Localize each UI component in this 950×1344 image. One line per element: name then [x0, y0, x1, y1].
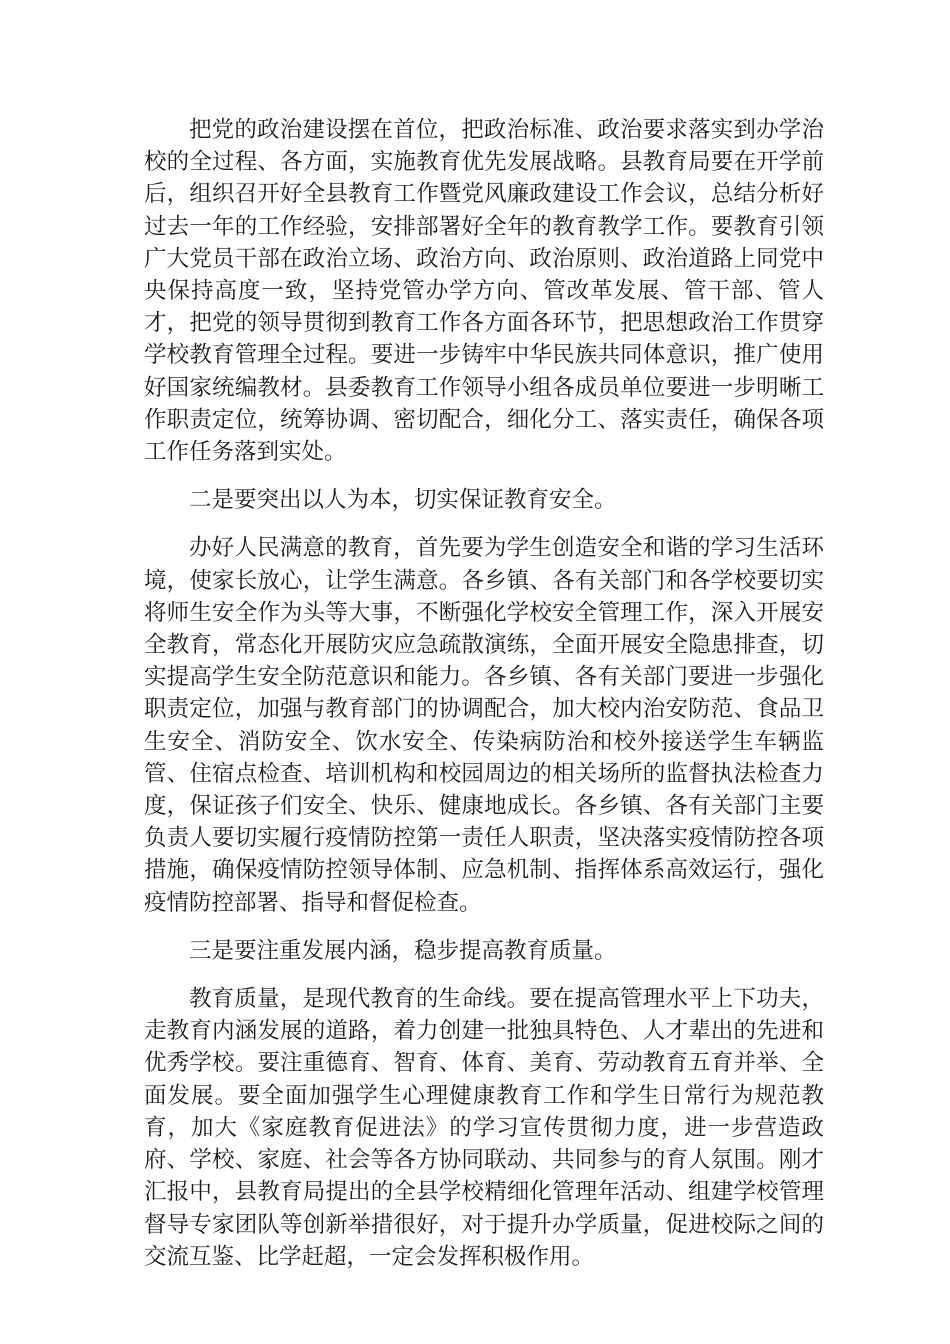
paragraph-education-quality: 教育质量，是现代教育的生命线。要在提高管理水平上下功夫，走教育内涵发展的道路，着力创建一批独具特色、人才辈出的先进和优秀学校。要注重德育、智育、体育、美育、劳动教育五育并举、全面发展。要全面加强学生心理健康教育工作和学生日常行为规范教育，加大《家庭教育促进法》的学习宣传贯彻力度，进一步营造政府、学校、家庭、社会等各方协同联动、共同参与的育人氛围。刚才汇报中，县教育局提出的全县学校精细化管理年活动、组建学校管理督导专家团队等创新举措很好，对于提升办学质量，促进校际之间的交流互鉴、比学赶超，一定会发挥积极作用。 [144, 986, 824, 1270]
heading-education-quality: 三是要注重发展内涵，稳步提高教育质量。 [189, 937, 617, 964]
heading-education-safety: 二是要突出以人为本，切实保证教育安全。 [189, 487, 617, 514]
document-body [144, 114, 824, 1273]
paragraph-party-building: 把党的政治建设摆在首位，把政治标准、政治要求落实到办学治校的全过程、各方面，实施教育优先发展战略。县教育局要在开学前后，组织召开好全县教育工作暨党风廉政建设工作会议，总结分析好过去一年的工作经验，安排部署好全年的教育教学工作。要教育引领广大党员干部在政治立场、政治方向、政治原则、政治道路上同党中央保持高度一致，坚持党管办学方向、管改革发展、管干部、管人才，把党的领导贯彻到教育工作各方面各环节，把思想政治工作贯穿学校教育管理全过程。要进一步铸牢中华民族共同体意识，推广使用好国家统编教材。县委教育工作领导小组各成员单位要进一步明晰工作职责定位，统筹协调、密切配合，细化分工、落实责任，确保各项工作任务落到实处。 [144, 117, 824, 466]
paragraph-education-safety: 办好人民满意的教育，首先要为学生创造安全和谐的学习生活环境，使家长放心，让学生满意。各乡镇、各有关部门和各学校要切实将师生安全作为头等大事，不断强化学校安全管理工作，深入开展安全教育，常态化开展防灾应急疏散演练，全面开展安全隐患排查，切实提高学生安全防范意识和能力。各乡镇、各有关部门要进一步强化职责定位，加强与教育部门的协调配合，加大校内治安防范、食品卫生安全、消防安全、饮水安全、传染病防治和校外接送学生车辆监管、住宿点检查、培训机构和校园周边的相关场所的监督执法检查力度，保证孩子们安全、快乐、健康地成长。各乡镇、各有关部门主要负责人要切实履行疫情防控第一责任人职责，坚决落实疫情防控各项措施，确保疫情防控领导体制、应急机制、指挥体系高效运行，强化疫情防控部署、指导和督促检查。 [144, 535, 824, 916]
